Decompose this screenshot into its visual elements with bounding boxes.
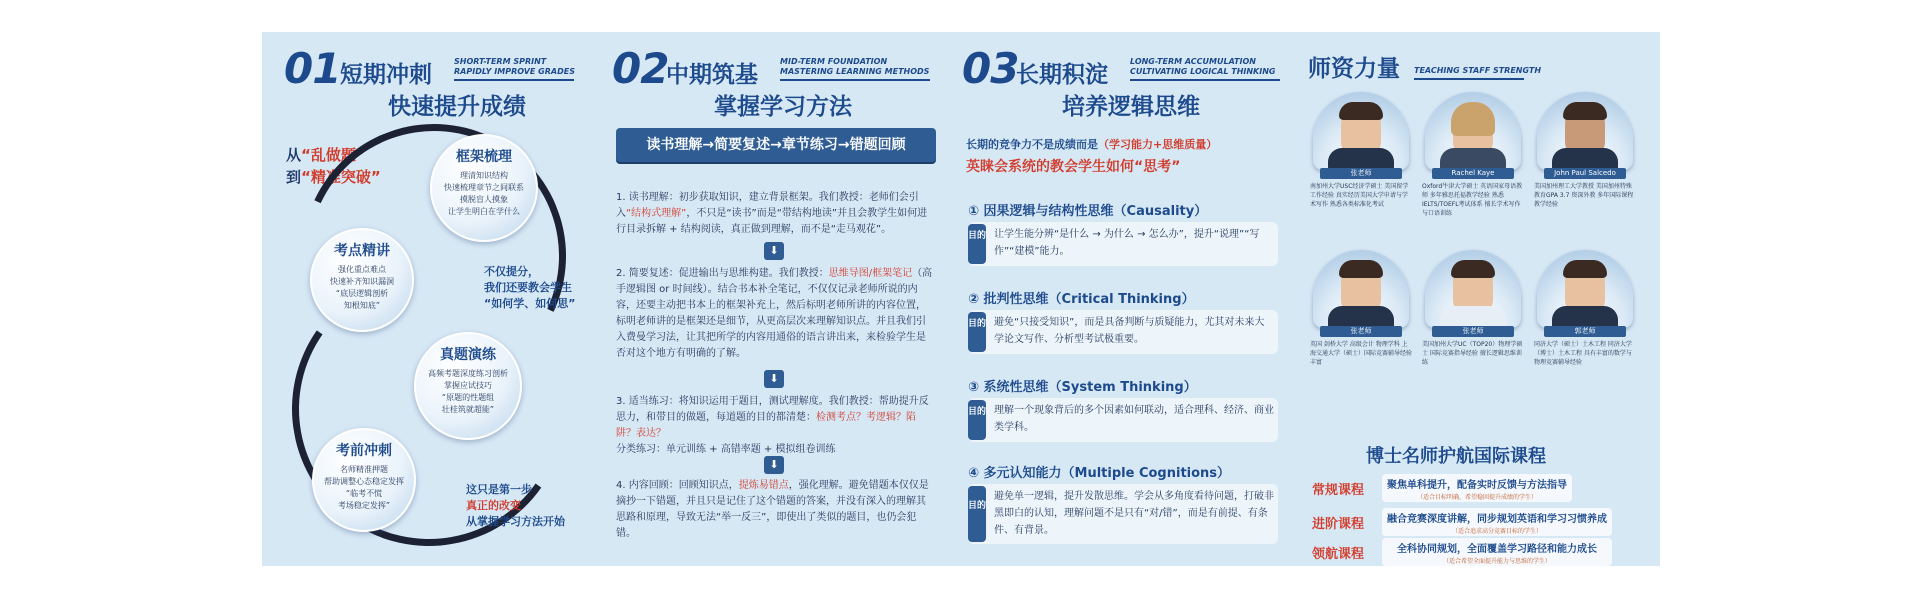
title-underline: [454, 79, 574, 81]
panel-subtitle: 掌握学习方法: [714, 94, 852, 120]
course-section-title: 博士名师护航国际课程: [1366, 446, 1546, 467]
brochure-board: [262, 32, 1660, 566]
panel-short-term: [262, 32, 602, 566]
arrow-down-icon: ⬇: [764, 370, 784, 388]
thinking-title: ④ 多元认知能力（Multiple Cognitions）: [968, 466, 1231, 481]
panel-title: 长期积淀: [1016, 62, 1108, 88]
step-circle: 考点精讲 强化重点难点 快速补齐知识漏洞 “底层逻辑剖析 知根知底”: [310, 228, 414, 332]
panel-teaching-staff: 师资力量 TEACHING STAFF STRENGTH 张老师 南加州大学USC经济学硕士 美国留学工作经验 真实经历美国大学申请与学术写作 熟悉各类标准化考试 Rachel Kaye Oxford牛津大学硕士 英语国家母语教师 多年雅思托福教学经验 熟悉IELTS/TOEFL考试体系 擅长学术写作与口语训练 John Paul Salcedo 美国加州理工大学教授 美国加州特殊教育GPA 3.7 资深外教 多年国际课程教学经验 张老师 英国 剑桥大学 高级会计 物理学科 上海交通大学（硕士）国际竞赛辅导经验丰富 张老师 美国加州大学UC（TOP20）物理学硕士 国际竞赛指导经验 擅长逻辑思维训练 郭老师 同济大学（硕士）土木工程 同济大学（博士）土木工程 具有丰富的数学与物理竞赛辅导经验 博士名师护航国际课程 常规课程 聚焦单科提升，配备实时反馈与方法指导 （适合目标明确，希望稳固提升成绩的学生） 进阶课程 融合竞赛深度讲解，同步规划英语和学习习惯养成 （适合追求高分竞赛目标的学生） 领航课程 全科协同规划，全面覆盖学习路径和能力成长 （适合希望全面提升能力与思维的学生）: [1306, 32, 1660, 566]
side-note: 不仅提分， 我们还要教会学生 “如何学、如何思”: [484, 265, 576, 310]
panel-title: 中期筑基: [666, 62, 758, 88]
step-circle: 真题演练 高频考题深度练习剖析 掌握应试技巧 “原题的性题组 壮桂筑就超能”: [414, 332, 522, 440]
panel-number: 01: [284, 44, 341, 93]
arrow-down-icon: ⬇: [764, 456, 784, 474]
arrow-down-icon: ⬇: [764, 242, 784, 260]
course-description: 聚焦单科提升，配备实时反馈与方法指导 （适合目标明确，希望稳固提升成绩的学生）: [1382, 474, 1572, 502]
lead-text: 从“乱做题” 到“精准突破”: [286, 146, 381, 186]
thinking-title: ② 批判性思维（Critical Thinking）: [968, 292, 1195, 307]
method-step: 2. 简要复述：促进输出与思维构建。我们教授：思维导图/框架笔记（高手逻辑图 or 时间线）。结合书本补全笔记，不仅仅记录老师所说的内容，还要主动把书本上的框架补充上，然后标明老师所讲的内容位置，标明老师讲的是框架还是细节，从更高层次来理解知识点。并且我们引入费曼学习法，让其把所学的内容用通俗的语言讲出来，来检验学生是否对这个地方有明确的了解。: [616, 268, 933, 359]
thinking-title: ③ 系统性思维（System Thinking）: [968, 380, 1197, 395]
thinking-box: 目的 让学生能分辨“是什么 → 为什么 → 怎么办”，提升“说理”“写作”“建模”能力。: [968, 222, 1278, 266]
method-step: 3. 适当练习：将知识运用于题目，测试理解度。我们教授：帮助提升反思力，和带目的做题，每道题的目的都清楚：检测考点？考逻辑？陷阱？表达？ 分类练习：单元训练 + 高错率题 + 模拟组卷训练: [616, 396, 929, 455]
purpose-tag: 目的: [968, 224, 986, 264]
purpose-tag: 目的: [968, 312, 986, 352]
purpose-tag: 目的: [968, 486, 986, 542]
closing-note: 这只是第一步 真正的改变 从掌握学习方法开始: [466, 483, 565, 528]
thinking-box: 目的 避免单一逻辑，提升发散思维。学会从多角度看待问题，打破非黑即白的认知，理解问题不是只有“对/错”，而是有前提、有条件、有背景。: [968, 484, 1278, 544]
panel-english-title: SHORT-TERM SPRINT RAPIDLY IMPROVE GRADES: [454, 57, 575, 76]
method-banner: 读书理解→简要复述→章节练习→错题回顾: [616, 128, 936, 162]
title-underline: [1130, 79, 1280, 81]
panel-subtitle: 快速提升成绩: [388, 94, 526, 120]
lead-text: 长期的竞争力不是成绩而是（学习能力+思维质量）: [966, 138, 1218, 151]
panel-number: 02: [612, 44, 669, 93]
panel-title: 短期冲刺: [340, 62, 432, 88]
panel-english-title: TEACHING STAFF STRENGTH: [1414, 66, 1542, 75]
panel-title: 师资力量: [1308, 56, 1400, 82]
panel-english-title: MID-TERM FOUNDATION MASTERING LEARNING METHODS: [780, 57, 930, 76]
course-row: 常规课程 聚焦单科提升，配备实时反馈与方法指导 （适合目标明确，希望稳固提升成绩的学生）: [1312, 474, 1652, 502]
thinking-title: ① 因果逻辑与结构性思维（Causality）: [968, 204, 1208, 219]
course-description: 融合竞赛深度讲解，同步规划英语和学习习惯养成 （适合追求高分竞赛目标的学生）: [1382, 508, 1612, 536]
purpose-tag: 目的: [968, 400, 986, 440]
title-underline: [1414, 78, 1524, 80]
thinking-box: 目的 避免“只接受知识”，而是具备判断与质疑能力，尤其对未来大学论文写作、分析型考试极重要。: [968, 310, 1278, 354]
lead-highlight: 英睐会系统的教会学生如何“思考”: [966, 159, 1181, 175]
panel-mid-term: [604, 32, 952, 566]
panel-long-term: [954, 32, 1304, 566]
panel-english-title: LONG-TERM ACCUMULATION CULTIVATING LOGICAL THINKING: [1130, 57, 1276, 76]
title-underline: [780, 79, 930, 81]
course-row: 领航课程 全科协同规划，全面覆盖学习路径和能力成长 （适合希望全面提升能力与思维的学生）: [1312, 538, 1652, 566]
step-circle: 框架梳理 理清知识结构 快速梳理章节之间联系 摸脱盲人摸象 让学生明白在学什么: [430, 134, 538, 242]
step-circle: 考前冲刺 名师精准押题 帮助调整心态稳定发挥 “临考不慌 考场稳定发挥”: [312, 428, 416, 532]
course-description: 全科协同规划，全面覆盖学习路径和能力成长 （适合希望全面提升能力与思维的学生）: [1382, 538, 1612, 566]
panel-subtitle: 培养逻辑思维: [1062, 94, 1200, 120]
panel-number: 03: [962, 44, 1019, 93]
thinking-box: 目的 理解一个现象背后的多个因素如何联动，适合理科、经济、商业类学科。: [968, 398, 1278, 442]
method-step: 1. 读书理解：初步获取知识，建立背景框架。我们教授：老师们会引入“结构式理解”，不只是“读书”而是“带结构地读”并且会教学生如何进行目录拆解 + 结构阅读，真正做到理解，而不是“走马观花”。: [616, 192, 928, 235]
method-step: 4. 内容回顾：回顾知识点，提炼易错点，强化理解。避免错题本仅仅是摘抄一下错题，并且只是记住了这个错题的答案，并没有深入的理解其思路和原理，导致无法“举一反三”，即使出了类似的题目，也仍会犯错。: [616, 480, 929, 539]
course-row: 进阶课程 融合竞赛深度讲解，同步规划英语和学习习惯养成 （适合追求高分竞赛目标的学生）: [1312, 508, 1652, 536]
